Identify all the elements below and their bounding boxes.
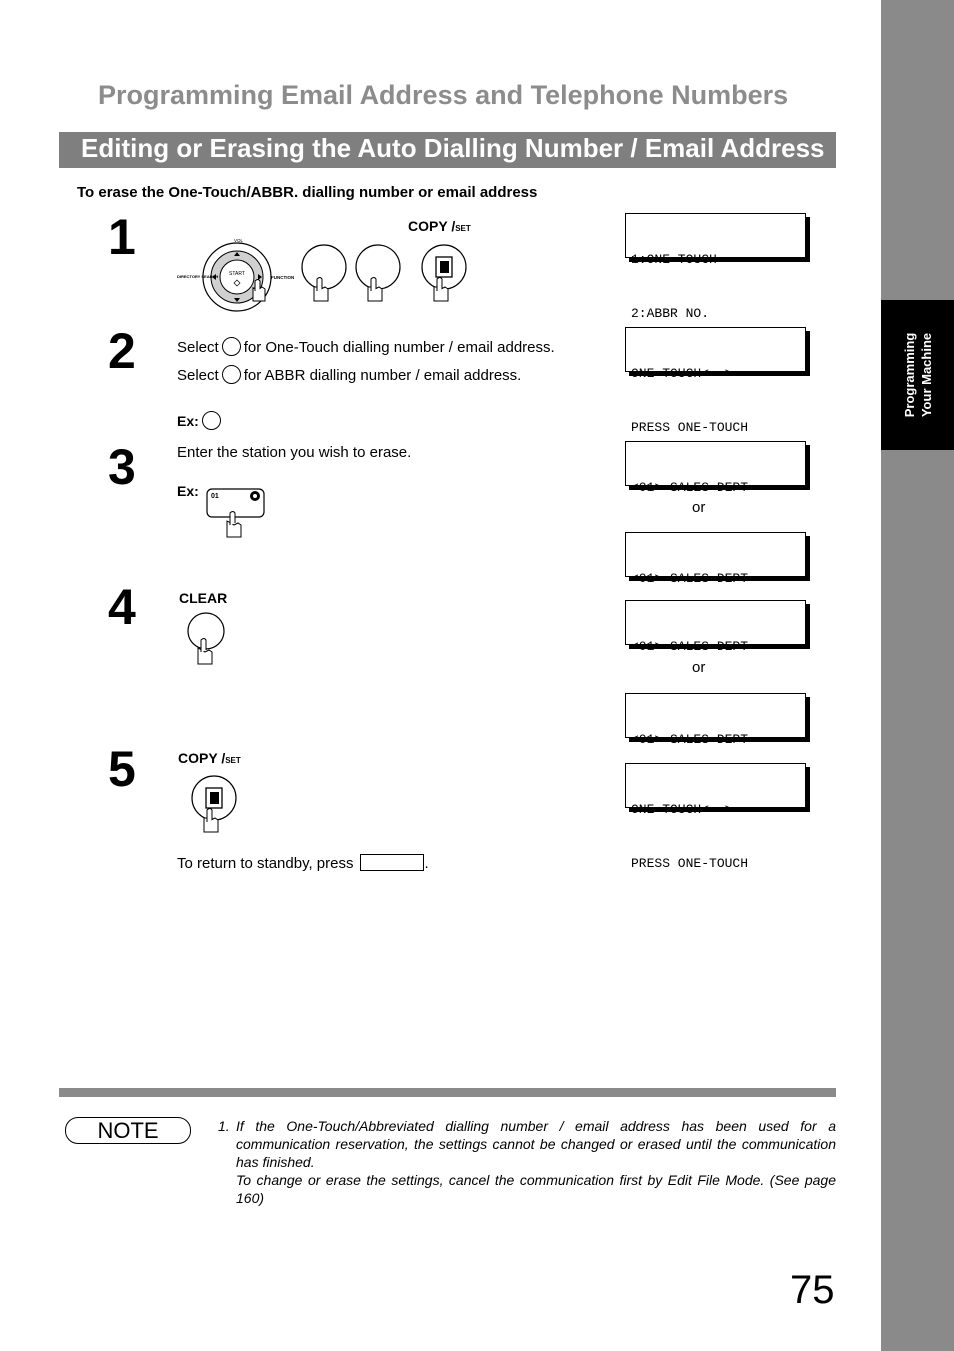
step2-instruction-1: [177, 337, 555, 356]
copy-set-key-label: [178, 750, 241, 766]
clear-key-label: CLEAR: [179, 590, 228, 606]
copy-set-button-icon: [190, 774, 240, 844]
control-panel-icon: [175, 233, 300, 313]
vol-label: VOL: [234, 238, 244, 243]
step-number-5: 5: [108, 741, 136, 797]
section-title: Editing or Erasing the Auto Dialling Number / Email Address: [81, 133, 825, 163]
lcd-line: <01> SALES DEPT: [631, 639, 749, 654]
lcd-line: PRESS ONE-TOUCH: [631, 856, 749, 871]
lcd-display-7: [625, 763, 806, 871]
one-touch-key-icon: [222, 337, 241, 356]
standby-text: To return to standby, press: [177, 855, 354, 872]
step3-instruction: Enter the station you wish to erase.: [177, 444, 412, 461]
lcd-line: PRESS ONE-TOUCH: [631, 420, 749, 435]
page-sidebar: [881, 0, 954, 1351]
copy-set-key-label: [408, 218, 471, 234]
lcd-display-6: [625, 693, 806, 747]
instruction-text: for One-Touch dialling number / email address.: [243, 339, 555, 356]
or-label: or: [692, 499, 706, 516]
lcd-display-5: [625, 600, 806, 654]
abbr-key-icon: [222, 365, 241, 384]
chapter-tab-line1: Programming: [901, 332, 917, 418]
function-label: FUNCTION: [271, 275, 295, 280]
copy-set-button-icon: [420, 243, 470, 313]
instruction-text: for ABBR dialling number / email address.: [243, 367, 522, 384]
set-label: SET: [455, 224, 471, 233]
stop-key-icon: [360, 854, 424, 871]
lcd-line: 1:ONE-TOUCH: [631, 252, 717, 267]
directory-search-label: DIRECTORY SEARCH: [177, 274, 219, 279]
section-divider: [59, 1088, 836, 1097]
key-number: 01: [211, 493, 219, 500]
lcd-line: 2:ABBR NO.: [631, 306, 710, 321]
button-press-icon: [354, 243, 404, 313]
lcd-line: ONE-TOUCH< >: [631, 802, 733, 817]
note-item-number: 1.: [218, 1118, 230, 1134]
clear-button-icon: [185, 610, 230, 670]
section-title-bar: [59, 132, 836, 168]
copy-label: COPY /: [408, 218, 456, 234]
standby-instruction: [177, 854, 429, 872]
chapter-title: Programming Email Address and Telephone Numbers: [98, 80, 789, 110]
copy-label: COPY /: [178, 750, 226, 766]
step-number-3: 3: [108, 439, 136, 495]
page-number: 75: [790, 1268, 835, 1312]
lcd-display-1: [625, 213, 806, 321]
standby-period: .: [424, 855, 429, 872]
note-label: NOTE: [65, 1117, 191, 1144]
one-touch-key-example-icon: [205, 487, 267, 543]
select-word: Select: [177, 339, 219, 356]
select-word: Select: [177, 367, 219, 384]
example-label: Ex:: [177, 483, 199, 499]
step-number-4: 4: [108, 579, 136, 635]
step-number-1: 1: [108, 209, 136, 265]
lcd-line: <01> SALES DEPT: [631, 571, 749, 586]
lcd-display-3: [625, 441, 806, 495]
chapter-tab-line2: Your Machine: [918, 332, 934, 418]
note-item-text-2: To change or erase the settings, cancel the communication first by Edit File Mode. (See page 160): [236, 1172, 836, 1206]
lcd-line: <01> SALES DEPT: [631, 732, 749, 747]
lcd-line: <01> SALES DEPT: [631, 480, 749, 495]
step2-instruction-2: [177, 365, 521, 384]
lcd-display-4: [625, 532, 806, 586]
step2-example: [177, 411, 224, 430]
or-label: or: [692, 659, 706, 676]
lcd-display-2: [625, 327, 806, 435]
start-key-label: START: [229, 271, 245, 277]
chapter-tab: [881, 300, 954, 450]
button-press-icon: [300, 243, 350, 313]
procedure-heading: To erase the One-Touch/ABBR. dialling number or email address: [77, 184, 538, 201]
step-number-2: 2: [108, 323, 136, 379]
example-key-icon: [202, 411, 221, 430]
lcd-line: ONE-TOUCH< >: [631, 366, 733, 381]
note-item-text: If the One-Touch/Abbreviated dialling number / email address has been used for a communication reservation, the settings cannot be changed or erased until the communication has finished.: [236, 1118, 836, 1170]
example-label: Ex:: [177, 413, 199, 429]
note-body: [218, 1117, 836, 1207]
set-label: SET: [225, 756, 241, 765]
